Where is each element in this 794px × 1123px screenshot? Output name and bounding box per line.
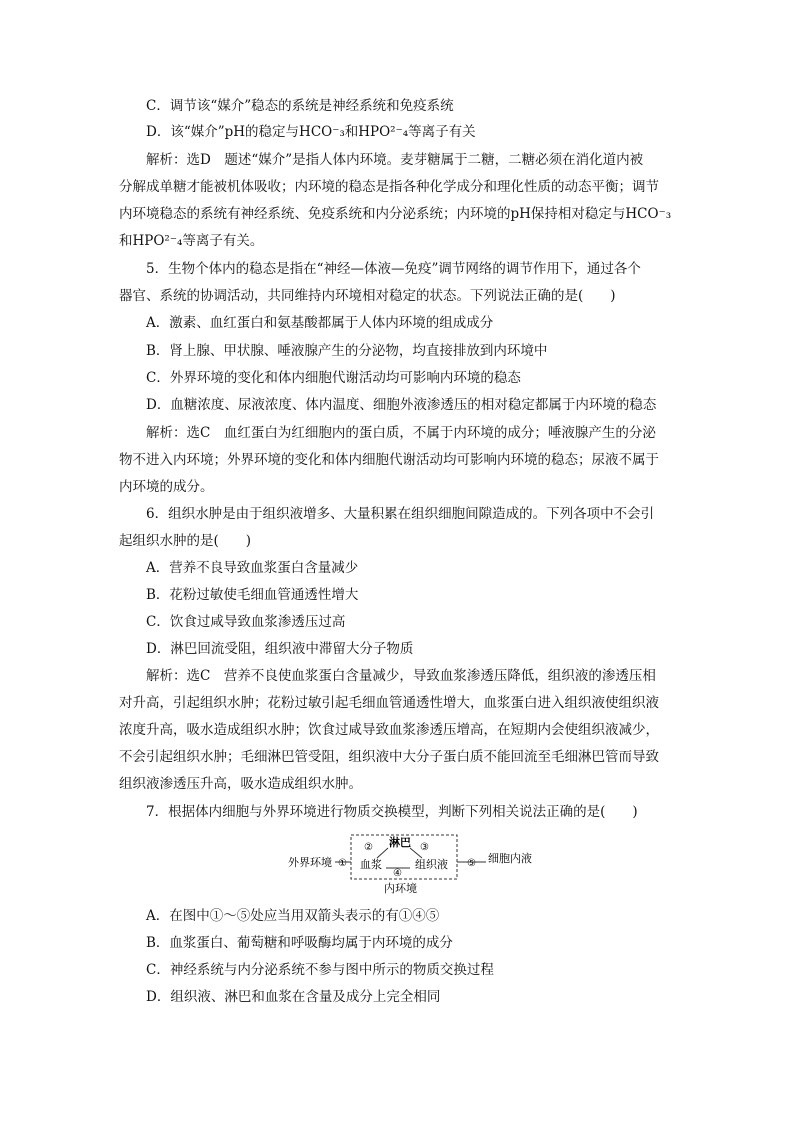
q4-analysis-line: 内环境稳态的系统有神经系统、免疫系统和内分泌系统；内环境的pH保持相对稳定与HCO⁻₃ <box>119 206 672 222</box>
q5-stem-line: 5．生物个体内的稳态是指在“神经—体液—免疫”调节网络的调节作用下，通过各个 <box>146 261 641 277</box>
marker-4: ④ <box>393 868 402 879</box>
q4-analysis-line: 解析：选D 题述“媒介”是指人体内环境。麦芽糖属于二糖，二糖必须在消化道内被 <box>146 152 644 168</box>
q7-option-c: C．神经系统与内分泌系统不参与图中所示的物质交换过程 <box>146 962 494 978</box>
marker-2: ② <box>364 842 373 853</box>
q6-analysis-line: 对升高，引起组织水肿；花粉过敏引起毛细血管通透性增大，血浆蛋白进入组织液使组织液 <box>119 695 659 711</box>
intracellular-fluid-label: 细胞内液 <box>488 852 532 865</box>
q7-option-b: B．血浆蛋白、葡萄糖和呼吸酶均属于内环境的成分 <box>146 935 453 951</box>
q7-option-a: A．在图中①～⑤处应当用双箭头表示的有①④⑤ <box>146 908 440 924</box>
q5-analysis-line: 解析：选C 血红蛋白为红细胞内的蛋白质，不属于内环境的成分；唾液腺产生的分泌 <box>146 425 656 441</box>
q4-option-d: D．该“媒介”pH的稳定与HCO⁻₃和HPO²⁻₄等离子有关 <box>146 124 476 140</box>
q5-option-a: A．激素、血红蛋白和氨基酸都属于人体内环境的组成成分 <box>146 315 494 331</box>
exchange-model-diagram <box>288 834 538 896</box>
internal-environment-label: 内环境 <box>384 882 417 895</box>
q6-analysis-line: 解析：选C 营养不良使血浆蛋白含量减少，导致血浆渗透压降低，组织液的渗透压相 <box>146 668 656 684</box>
tissue-fluid-label: 组织液 <box>415 858 448 871</box>
q5-analysis-line: 物不进入内环境；外界环境的变化和体内细胞代谢活动均可影响内环境的稳态；尿液不属于 <box>119 452 659 468</box>
q6-option-c: C．饮食过咸导致血浆渗透压过高 <box>146 614 346 630</box>
q4-analysis-line: 和HPO²⁻₄等离子有关。 <box>119 233 264 249</box>
q6-analysis-line: 组织液渗透压升高，吸水造成组织水肿。 <box>119 776 362 792</box>
q5-stem-line: 器官、系统的协调活动，共同维持内环境相对稳定的状态。下列说法正确的是( ) <box>119 288 616 304</box>
q6-option-d: D．淋巴回流受阻，组织液中滞留大分子物质 <box>146 641 414 657</box>
marker-3: ③ <box>420 842 429 853</box>
plasma-label: 血浆 <box>360 858 382 871</box>
q6-analysis-line: 不会引起组织水肿；毛细淋巴管受阻，组织液中大分子蛋白质不能回流至毛细淋巴管而导致 <box>119 749 659 765</box>
q6-option-b: B．花粉过敏使毛细血管通透性增大 <box>146 587 359 603</box>
q5-option-c: C．外界环境的变化和体内细胞代谢活动均可影响内环境的稳态 <box>146 370 521 386</box>
q6-analysis-line: 浓度升高，吸水造成组织水肿；饮食过咸导致血浆渗透压增高，在短期内会使组织液减少， <box>119 722 659 738</box>
q6-stem-line: 6．组织水肿是由于组织液增多、大量积累在组织细胞间隙造成的。下列各项中不会引 <box>146 506 655 522</box>
q5-option-d: D．血糖浓度、尿液浓度、体内温度、细胞外液渗透压的相对稳定都属于内环境的稳态 <box>146 397 657 413</box>
marker-5: ⑤ <box>467 858 476 869</box>
connector-2 <box>377 848 388 858</box>
q4-analysis-line: 分解成单糖才能被机体吸收；内环境的稳态是指各种化学成分和理化性质的动态平衡；调节 <box>119 179 659 195</box>
lymph-label: 淋巴 <box>389 836 411 849</box>
marker-1: ① <box>338 858 347 869</box>
q6-stem-line: 起组织水肿的是( ) <box>119 533 252 549</box>
q4-option-c: C．调节该“媒介”稳态的系统是神经系统和免疫系统 <box>146 98 454 114</box>
q5-option-b: B．肾上腺、甲状腺、唾液腺产生的分泌物，均直接排放到内环境中 <box>146 343 548 359</box>
q5-analysis-line: 内环境的成分。 <box>119 479 214 495</box>
q6-option-a: A．营养不良导致血浆蛋白含量减少 <box>146 560 359 576</box>
q7-stem-line: 7．根据体内细胞与外界环境进行物质交换模型，判断下列相关说法正确的是( ) <box>146 804 638 820</box>
outside-environment-label: 外界环境 <box>288 856 332 869</box>
q7-option-d: D．组织液、淋巴和血浆在含量及成分上完全相同 <box>146 989 441 1005</box>
